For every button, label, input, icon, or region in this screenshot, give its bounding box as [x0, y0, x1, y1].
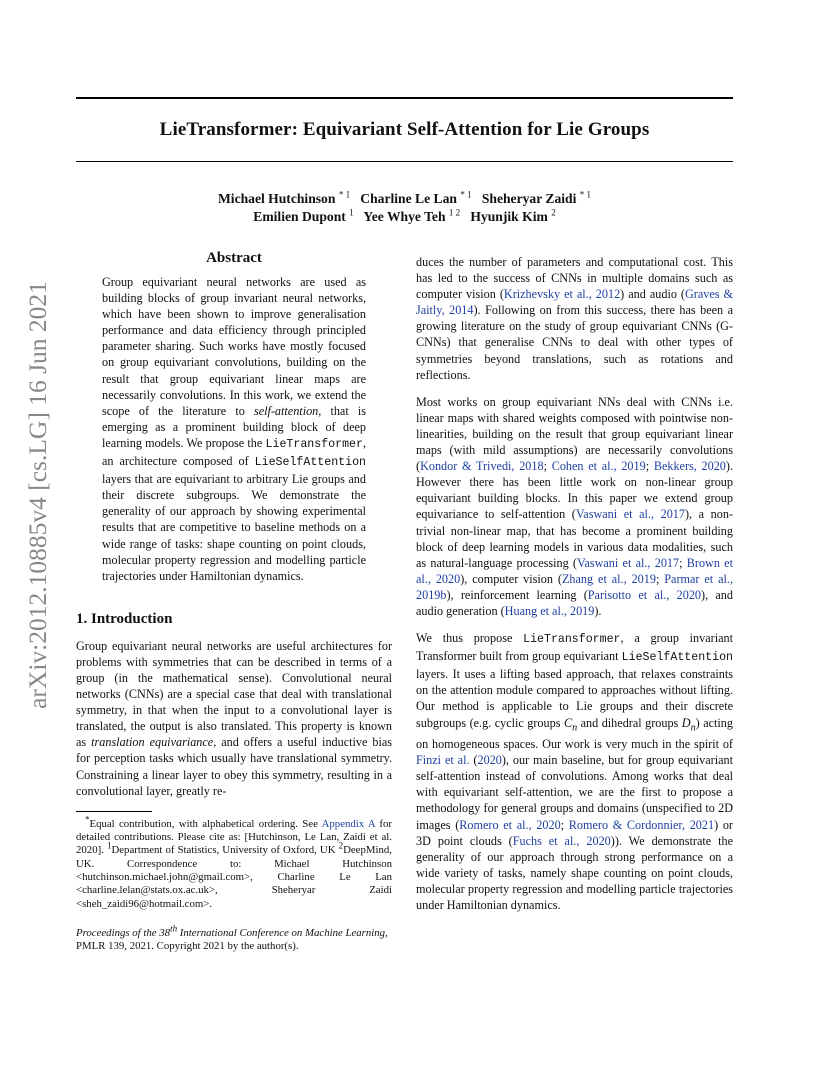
citation-link[interactable]: Parmar et al., 2019b [416, 571, 733, 602]
paragraph-gap [416, 383, 733, 394]
citation-link[interactable]: Graves & Jaitly, 2014 [416, 287, 733, 318]
paper-title: LieTransformer: Equivariant Self-Attention for Lie Groups [159, 119, 650, 140]
citation-link[interactable]: Vaswani et al., 2017 [576, 555, 680, 570]
abstract-text: , that is emerging as a prominent building block of deep learning models. We propose the [102, 403, 366, 450]
math-subscript: n [690, 721, 696, 733]
body-text: ), our main baseline, but for group equivariant self-attention instead of convolutions. Among works that deal with equivariant self-attention, we are the first to propose a methodology for general groups and domains (unspecified to 2D images ( [416, 753, 733, 832]
body-text: ; [645, 459, 654, 474]
citation-link[interactable]: Bekkers, 2020 [653, 459, 726, 474]
footnote-text: Equal contribution, with alphabetical ordering. See [89, 817, 322, 830]
citation-link[interactable]: Kondor & Trivedi, 2018 [420, 459, 544, 474]
proceedings-text: International Conference on Machine Learning [177, 926, 386, 939]
left-column [76, 250, 392, 953]
math-subscript: n [572, 721, 578, 733]
paragraph-1 [416, 254, 733, 383]
body-text: ). However there has been little work on non-linear group equivariant building blocks. In this paper we extend group equivariance to self-attention ( [416, 459, 734, 522]
citation-link[interactable]: Finzi et al. [416, 753, 470, 768]
citation-link[interactable]: Romero et al., 2020 [459, 817, 561, 832]
author-list [76, 190, 733, 226]
body-text: ), computer vision ( [460, 571, 562, 586]
abstract-text: layers that are equivariant to arbitrary Lie groups and their discrete subgroups. We demonstrate the generality of our approach by showing experimental results that are competitive to baseline methods on a wide range of tasks: shape counting on point clouds, molecular property regression and modelling particle trajectories under Hamiltonian dynamics. [102, 472, 366, 583]
body-text: Most works on group equivariant NNs deal with CNNs i.e. linear maps with shared weights composed with pointwise non-linearities, building on the result that group equivariant linear maps (with mild assumptions) are necessarily convolutions ( [416, 394, 733, 474]
abstract-body [102, 274, 366, 584]
body-text: ; [655, 571, 665, 586]
author-name: Michael Hutchinson [217, 191, 336, 206]
abstract-text: , an architecture composed of [102, 435, 366, 469]
abstract-text: Group equivariant neural networks are used as building blocks of group invariant neural networks, which have been shown to improve generalisation performance and data efficiency through principled parameter sharing. Such works have mostly focused on group equivariant convolutions, building on the result that group equivariant linear maps are necessarily convolutions. In this work, we extend the scope of the literature to [102, 275, 366, 418]
footnote-rule [76, 811, 152, 812]
math-symbol: C [563, 715, 573, 730]
body-text: ; [543, 459, 552, 474]
body-text: ( [469, 753, 478, 768]
citation-link[interactable]: Zhang et al., 2019 [561, 571, 656, 586]
author-name: Charline Le Lan [360, 191, 457, 206]
paragraph-2 [416, 394, 733, 619]
citation-link[interactable]: Vaswani et al., 2017 [575, 507, 685, 522]
top-rule [76, 97, 733, 99]
math-symbol: D [681, 715, 691, 730]
citation-link[interactable]: Brown et al., 2020 [416, 555, 733, 586]
citation-link[interactable]: Krizhevsky et al., 2012 [503, 287, 621, 302]
author-affil: * 1 [338, 189, 351, 200]
paragraph-3 [416, 630, 733, 913]
body-text: We thus propose [416, 631, 524, 646]
intro-emphasis: translation equivariance [91, 735, 214, 750]
author-name: Yee Whye Teh [363, 209, 446, 224]
intro-paragraph [76, 638, 392, 799]
abstract-heading: Abstract [206, 250, 262, 266]
arxiv-stamp-text: arXiv:2012.10885v4 [cs.LG] 16 Jun 2021 [23, 281, 52, 709]
author-affil: * 1 [579, 189, 592, 200]
body-text: and dihedral groups [577, 715, 682, 730]
body-text: )). We demonstrate the generality of our approach through strong performance on a wide variety of tasks, namely shape counting on point clouds, molecular property regression and modelling particle trajectories under Hamiltonian dynamics. [416, 833, 733, 912]
code-lietransformer: LieTransformer [523, 633, 621, 647]
intro-text: , and offers a useful inductive bias for perception tasks which usually have translational symmetry. Constraining a linear layer to obey this symmetry, resulting in a convolutional layer, greatly re- [76, 735, 393, 798]
footnote-text: Department of Statistics, University of Oxford, UK [111, 844, 339, 857]
proceedings-text: Proceedings of the 38 [76, 926, 171, 939]
proceedings-sup: th [170, 923, 178, 934]
paragraph-gap [416, 619, 733, 630]
author-name: Hyunjik Kim [470, 209, 548, 224]
footnote-text: DeepMind, UK. Correspondence to: Michael Hutchinson <hutchinson.michael.john@gmail.com>, Charline Le Lan <charline.lelan@stats.ox.ac.uk>, Sheheryar Zaidi <sheh_zaidi96@hotmail.com>. [76, 844, 392, 910]
body-text: ) or 3D point clouds ( [416, 817, 733, 848]
code-lieselfattention: LieSelfAttention [621, 651, 733, 665]
author-affil: 2 [551, 207, 556, 218]
body-text: ). [594, 603, 602, 618]
section-heading-introduction: 1. Introduction [76, 610, 173, 627]
citation-link[interactable]: Huang et al., 2019 [504, 603, 595, 618]
body-text: , a group invariant Transformer built from group equivariant [416, 631, 733, 664]
body-text: ), a non-trivial non-linear map, that has become a prominent building block of deep learning models in various data modalities, such as natural-language processing ( [416, 507, 734, 570]
code-lietransformer: LieTransformer [265, 437, 363, 451]
citation-link[interactable]: Cohen et al., 2019 [551, 459, 646, 474]
body-text: duces the number of parameters and computational cost. This has led to the success of CNNs in multiple domains such as computer vision ( [416, 255, 733, 302]
appendix-link[interactable]: Appendix A [321, 817, 376, 830]
body-text: ). Following on from this success, there has been a growing literature on the study of group equivariant CNNs (G-CNNs) that generalise CNNs to deal with other types of symmetries beyond translations, such as rotations and reflections. [416, 303, 733, 382]
author-name: Sheheryar Zaidi [481, 191, 577, 206]
body-text: ), and audio generation ( [416, 587, 733, 618]
intro-text: Group equivariant neural networks are useful architectures for problems with symmetries that can be described in terms of a group (in the mathematical sense). Convolutional neural networks (CNNs) are a special case that deal with translational symmetry, in that when the input to a convolutional layer is translated, the output is also translated. This property is known as [76, 638, 392, 750]
citation-link[interactable]: Romero & Cordonnier, 2021 [568, 817, 715, 832]
footnote-text: for detailed contributions. Please cite as: [Hutchinson, Le Lan, Zaidi et al. 2020]. [76, 817, 393, 857]
proceedings-text: , PMLR 139, 2021. Copyright 2021 by the author(s). [76, 926, 388, 953]
body-text: layers. It uses a lifting based approach, that relaxes constraints on the attention module compared to approaches without lifting. Our method is applicable to Lie groups and their discrete subgroups (e.g. cyclic groups [416, 667, 733, 730]
author-line-1 [76, 190, 733, 208]
author-affil: * 1 [460, 189, 472, 200]
right-column [416, 254, 733, 913]
body-text: ), reinforcement learning ( [446, 587, 588, 602]
body-text: ) and audio ( [620, 287, 685, 302]
citation-link[interactable]: Fuchs et al., 2020 [512, 833, 611, 848]
body-text: ; [560, 817, 569, 832]
body-text: ; [679, 555, 687, 570]
citation-link[interactable]: 2020 [477, 753, 502, 768]
title-bottom-rule [76, 161, 733, 162]
author-line-2 [76, 208, 733, 226]
citation-link[interactable]: Parisotto et al., 2020 [587, 587, 702, 602]
arxiv-stamp [18, 281, 58, 709]
author-affil: 1 [349, 207, 354, 218]
code-lieselfattention: LieSelfAttention [254, 456, 366, 470]
author-name: Emilien Dupont [253, 209, 346, 224]
footnote: *Equal contribution, with alphabetical ordering. See Appendix A for detailed contributions. Please cite as: [Hutchinson, Le Lan, Zaidi et al. 2020]. $^1$Department of Statistics, University of Oxford, UK $^2$DeepMind, UK. Correspondence to: Michael Hutchinson <hutchinson.michael.john@gmail.com>, Charline Le Lan <charline.lelan@stats.ox.ac.uk>, Sheheryar Zaidi <sheh_zaidi96@hotmail.com>. [76, 814, 393, 910]
proceedings-note [76, 923, 392, 954]
abstract-emphasis: self-attention [253, 403, 319, 418]
author-affil: 1 2 [448, 207, 461, 218]
body-text: ) acting on homogeneous spaces. Our work is very much in the spirit of [416, 715, 733, 752]
